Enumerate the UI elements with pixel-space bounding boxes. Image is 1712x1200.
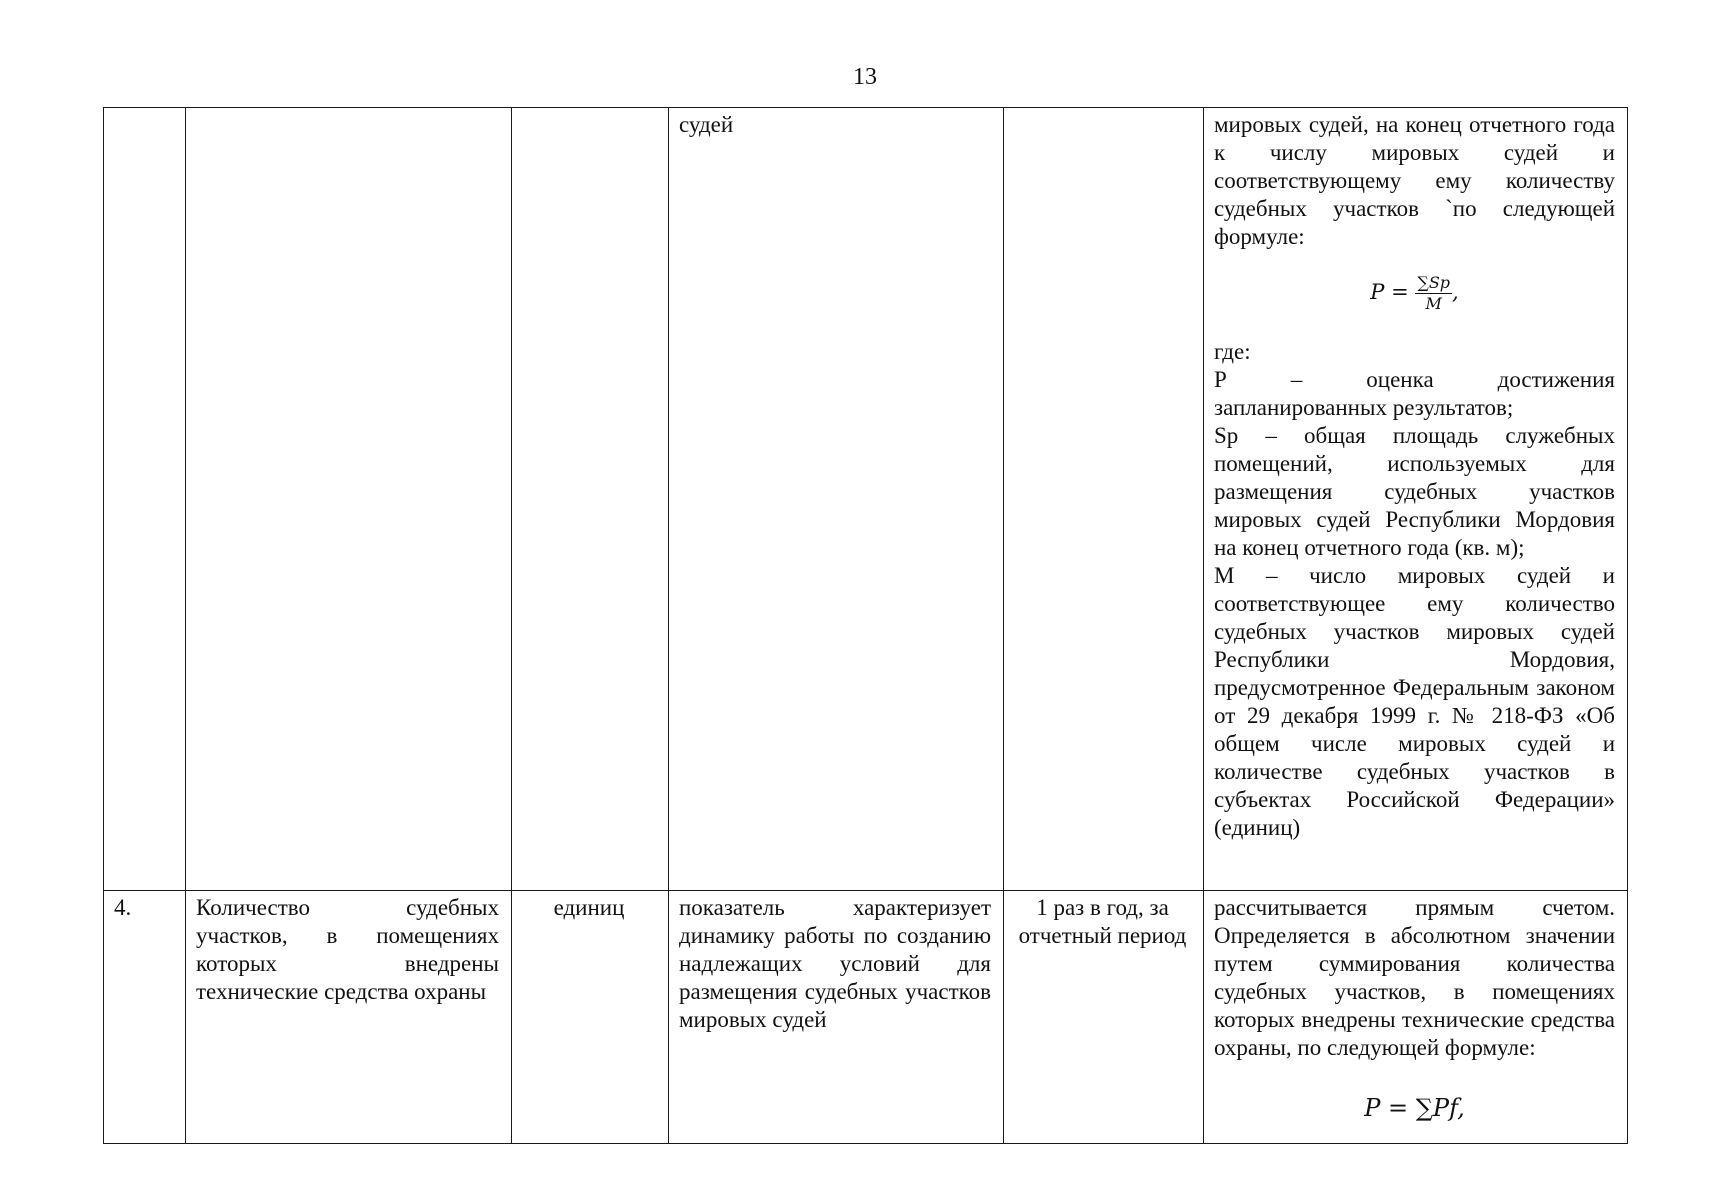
method-intro: мировых судей, на конец отчетного года к числу мировых судей и соответствующему ему количеству судебных участков `по следующей формуле:: [1214, 112, 1615, 249]
formula-tail: ,: [1452, 280, 1459, 304]
page-number: 13: [853, 64, 877, 90]
where-label: где:: [1214, 339, 1251, 364]
cell-unit: единиц: [512, 891, 669, 1144]
formula-denominator: M: [1425, 294, 1442, 313]
cell-indicator-name: [186, 108, 512, 891]
table-row: [104, 891, 1628, 1144]
formula-fraction: [1415, 273, 1452, 314]
cell-number: [104, 108, 186, 891]
cell-number: 4.: [104, 891, 186, 1144]
cell-description: судей: [669, 108, 1004, 891]
definition-p: Р – оценка достижения запланированных результатов;: [1214, 367, 1615, 420]
formula-numerator: ∑Sp: [1417, 273, 1451, 292]
cell-indicator-name: Количество судебных участков, в помещениях которых внедрены технические средства охраны: [186, 891, 512, 1144]
cell-period: 1 раз в год, за отчетный период: [1004, 891, 1204, 1144]
table-row: [104, 108, 1628, 891]
formula-area-ratio: [1214, 273, 1615, 314]
cell-calculation-method: [1204, 108, 1628, 891]
method-text: рассчитывается прямым счетом. Определяется в абсолютном значении путем суммирования количества судебных участков, в помещениях которых внедрены технические средства охраны, по следующей формуле:: [1214, 895, 1615, 1060]
indicator-table: [103, 107, 1628, 1144]
cell-period: [1004, 108, 1204, 891]
cell-calculation-method: [1204, 891, 1628, 1144]
definition-sp: Sp – общая площадь служебных помещений, используемых для размещения судебных участков мировых судей Республики Мордовия на конец отчетного года (кв. м);: [1214, 423, 1615, 560]
cell-unit: [512, 108, 669, 891]
cell-description: показатель характеризует динамику работы по созданию надлежащих условий для размещения судебных участков мировых судей: [669, 891, 1004, 1144]
formula-sum: P = ∑Pf,: [1364, 1094, 1465, 1122]
formula-lhs: P =: [1370, 280, 1409, 304]
definition-m: М – число мировых судей и соответствующее ему количество судебных участков мировых судей Республики Мордовия, предусмотренное Федеральным законом от 29 декабря 1999 г. № 218-ФЗ «Об общем числе мировых судей и количестве судебных участков в субъектах Российской Федерации» (единиц): [1214, 563, 1615, 840]
